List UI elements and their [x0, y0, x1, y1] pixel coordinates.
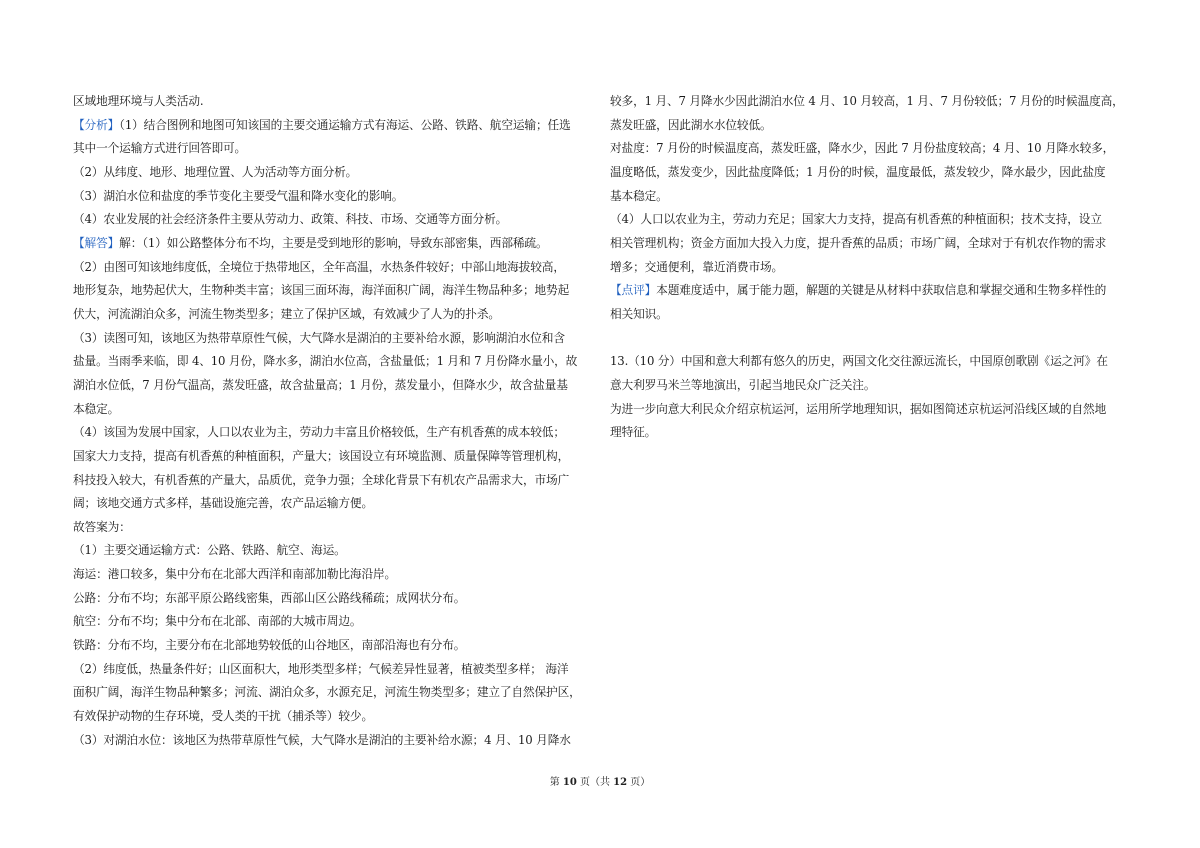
line-text: 基本稳定。 — [610, 188, 668, 203]
blank-line — [610, 327, 1130, 351]
footer-total-pages: 12 — [613, 777, 628, 788]
text-line — [610, 232, 1130, 256]
line-text: （3）对湖泊水位：该地区为热带草原性气候，大气降水是湖泊的主要补给水源；4 月、10 月降水 — [73, 732, 571, 747]
line-text: （3）湖泊水位和盐度的季节变化主要受气温和降水变化的影响。 — [73, 188, 404, 203]
text-line — [73, 374, 599, 398]
text-line — [610, 303, 1130, 327]
text-line — [73, 232, 599, 256]
line-text: 公路：分布不均；东部平原公路线密集，西部山区公路线稀疏；成网状分布。 — [73, 590, 466, 605]
text-line — [73, 634, 599, 658]
line-text: 解：（1）如公路整体分布不均，主要是受到地形的影响，导致东部密集，西部稀疏。 — [119, 235, 548, 250]
line-text: （4）该国为发展中国家，人口以农业为主，劳动力丰富且价格较低，生产有机香蕉的成本较低； — [73, 425, 565, 440]
text-line — [73, 279, 599, 303]
page-footer — [0, 773, 1200, 788]
text-line — [73, 350, 599, 374]
text-line — [610, 256, 1130, 280]
text-line — [73, 681, 599, 705]
line-text: 区域地理环境与人类活动. — [73, 94, 204, 108]
line-text: （4）人口以农业为主，劳动力充足；国家大力支持，提高有机香蕉的种植面积；技术支持，设立 — [610, 212, 1102, 227]
text-line — [73, 161, 599, 185]
text-line — [610, 398, 1130, 422]
section-tag: 【解答】 — [73, 235, 120, 250]
text-line — [73, 705, 599, 729]
line-text: （1）主要交通运输方式：公路、铁路、航空、海运。 — [73, 543, 346, 558]
text-line — [73, 587, 599, 611]
line-text: 航空：分布不均；集中分布在北部、南部的大城市周边。 — [73, 614, 362, 629]
line-text: 其中一个运输方式进行回答即可。 — [73, 141, 247, 156]
text-line — [610, 350, 1130, 374]
line-text: （2）由图可知该地纬度低，全境位于热带地区，全年高温，水热条件较好；中部山地海拔较高， — [73, 259, 565, 274]
footer-pre: 第 — [549, 777, 563, 788]
line-text: 理特征。 — [610, 425, 657, 440]
text-line — [73, 516, 599, 540]
text-line — [610, 421, 1130, 445]
line-text: 阔；该地交通方式多样，基础设施完善，农产品运输方便。 — [73, 496, 373, 511]
footer-page-number: 10 — [562, 777, 577, 788]
line-text: 为进一步向意大利民众介绍京杭运河，运用所学地理知识，据如图简述京杭运河沿线区域的自然地 — [610, 401, 1107, 416]
text-line — [610, 374, 1130, 398]
line-text: 本稳定。 — [73, 401, 120, 416]
line-text: 蒸发旺盛，因此湖水水位较低。 — [610, 117, 772, 132]
text-line — [610, 161, 1130, 185]
footer-mid: 页（共 — [576, 777, 614, 788]
line-text: 故答案为： — [73, 519, 131, 534]
section-tag: 【点评】 — [610, 283, 657, 298]
line-text: （2）从纬度、地形、地理位置、人为活动等方面分析。 — [73, 164, 358, 179]
line-text: 有效保护动物的生存环境，受人类的干扰（捕杀等）较少。 — [73, 709, 373, 724]
line-text: 相关管理机构；资金方面加大投入力度，提升香蕉的品质；市场广阔，全球对于有机农作物的需求 — [610, 235, 1107, 250]
text-line — [73, 90, 599, 114]
line-text: 较多，1 月、7 月降水少因此湖泊水位 4 月、10 月较高，1 月、7 月份较低；7 月份的时候温度高， — [610, 94, 1124, 108]
text-line — [73, 137, 599, 161]
text-line — [73, 539, 599, 563]
text-line — [73, 421, 599, 445]
text-line — [73, 256, 599, 280]
line-text: 相关知识。 — [610, 306, 668, 321]
line-text: 铁路：分布不均，主要分布在北部地势较低的山谷地区，南部沿海也有分布。 — [73, 638, 466, 653]
text-line — [610, 208, 1130, 232]
line-text: 伏大，河流湖泊众多，河流生物类型多；建立了保护区域，有效减少了人为的扑杀。 — [73, 306, 500, 321]
text-line — [73, 185, 599, 209]
line-text: （2）纬度低，热量条件好；山区面积大，地形类型多样；气候差异性显著，植被类型多样； 海洋 — [73, 661, 569, 676]
line-text: 增多；交通便利，靠近消费市场。 — [610, 259, 784, 274]
line-text: 意大利罗马米兰等地演出，引起当地民众广泛关注。 — [610, 377, 876, 392]
line-text: （4）农业发展的社会经济条件主要从劳动力、政策、科技、市场、交通等方面分析。 — [73, 212, 508, 227]
text-line — [73, 610, 599, 634]
line-text: 盐量。当雨季来临，即 4、10 月份，降水多，湖泊水位高，含盐量低；1 月和 7 月份降水量小，故 — [73, 354, 578, 369]
text-line — [73, 445, 599, 469]
text-line — [73, 114, 599, 138]
line-text: 地形复杂，地势起伏大，生物种类丰富；该国三面环海，海洋面积广阔，海洋生物品种多；地势起 — [73, 283, 570, 298]
text-line — [73, 208, 599, 232]
footer-post: 页） — [627, 777, 651, 788]
text-line — [73, 303, 599, 327]
left-column — [73, 90, 599, 752]
line-text: （1）结合图例和地图可知该国的主要交通运输方式有海运、公路、铁路、航空运输；任选 — [119, 117, 571, 132]
line-text: （3）读图可知，该地区为热带草原性气候，大气降水是湖泊的主要补给水源，影响湖泊水位和含 — [73, 330, 565, 345]
text-line — [610, 114, 1130, 138]
line-text: 海运：港口较多，集中分布在北部大西洋和南部加勒比海沿岸。 — [73, 567, 397, 582]
text-line — [73, 658, 599, 682]
right-column — [610, 90, 1130, 445]
line-text: 面积广阔，海洋生物品种繁多；河流、湖泊众多，水源充足，河流生物类型多；建立了自然保护区， — [73, 685, 581, 700]
text-line — [610, 137, 1130, 161]
text-line — [610, 90, 1130, 114]
text-line — [610, 279, 1130, 303]
text-line — [73, 563, 599, 587]
line-text: 13.（10 分）中国和意大利都有悠久的历史，两国文化交往源远流长，中国原创歌剧《运之河》在 — [610, 354, 1108, 369]
line-text: 温度略低，蒸发变少，因此盐度降低；1 月份的时候，温度最低，蒸发较少，降水最少，因此盐度 — [610, 164, 1106, 179]
line-text: 本题难度适中，属于能力题，解题的关键是从材料中获取信息和掌握交通和生物多样性的 — [656, 283, 1107, 298]
line-text: 湖泊水位低，7 月份气温高，蒸发旺盛，故含盐量高；1 月份，蒸发量小，但降水少，故含盐量基 — [73, 377, 568, 392]
text-line — [73, 492, 599, 516]
line-text: 国家大力支持，提高有机香蕉的种植面积，产量大；该国设立有环境监测、质量保障等管理机构， — [73, 448, 570, 463]
text-line — [73, 469, 599, 493]
text-line — [610, 185, 1130, 209]
text-line — [73, 327, 599, 351]
text-line — [73, 729, 599, 753]
line-text: 科技投入较大，有机香蕉的产量大，品质优，竞争力强；全球化背景下有机农产品需求大，市场广 — [73, 472, 570, 487]
section-tag: 【分析】 — [73, 117, 120, 132]
line-text: 对盐度：7 月份的时候温度高，蒸发旺盛，降水少，因此 7 月份盐度较高；4 月、10 月降水较多， — [610, 141, 1115, 156]
text-line — [73, 398, 599, 422]
